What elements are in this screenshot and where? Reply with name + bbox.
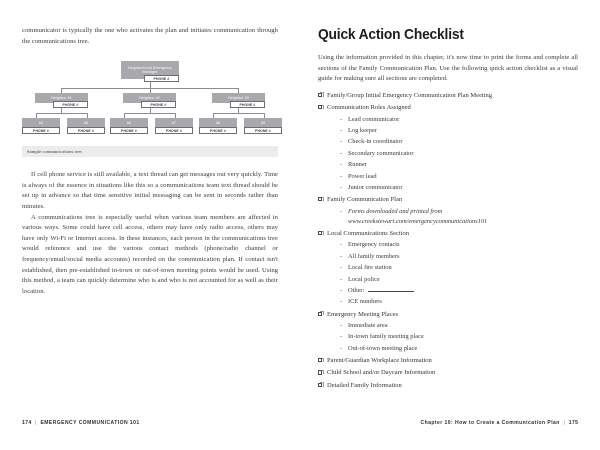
checklist-item-label: Detailed Family Information bbox=[327, 381, 402, 389]
tree-phone-neighbor-3: PHONE # bbox=[230, 101, 265, 108]
sub-item-label: Lead communicator bbox=[348, 115, 400, 123]
book-title-footer: EMERGENCY COMMUNICATION 101 bbox=[40, 420, 140, 426]
footer-separator-right: | bbox=[563, 420, 565, 426]
sub-item-label: Immediate area bbox=[348, 321, 388, 329]
sub-item bbox=[340, 183, 578, 193]
page-number-right: 175 bbox=[568, 420, 578, 426]
tree-node-member-8: #8 bbox=[199, 118, 237, 128]
tree-phone-neighbor-1: PHONE # bbox=[53, 101, 88, 108]
checklist-sublist bbox=[327, 207, 578, 227]
sub-item-label: Secondary communicator bbox=[348, 149, 414, 157]
sub-item bbox=[340, 115, 578, 125]
sub-item bbox=[340, 137, 578, 147]
checklist-sublist bbox=[327, 115, 578, 194]
dash-marker: - bbox=[340, 126, 343, 134]
sub-item bbox=[340, 172, 578, 182]
checklist-item-label: Emergency Meeting Places bbox=[327, 310, 398, 318]
tree-phone-member-6: PHONE # bbox=[110, 127, 148, 134]
dash-marker: - bbox=[340, 344, 343, 352]
tree-phone-member-7: PHONE # bbox=[155, 127, 193, 134]
connector-n3-bus bbox=[213, 113, 264, 114]
sub-item-label: All family members bbox=[348, 252, 400, 260]
page-number-left: 174 bbox=[22, 420, 32, 426]
checklist-item[interactable] bbox=[318, 195, 578, 227]
checklist-sublist bbox=[327, 240, 578, 307]
tree-node-neighbor-2: Neighbor #2 bbox=[123, 93, 176, 103]
dash-marker: - bbox=[340, 138, 343, 146]
checkbox-icon[interactable] bbox=[318, 358, 322, 362]
footer-left bbox=[22, 420, 140, 426]
dash-marker: - bbox=[340, 252, 343, 260]
footer-right bbox=[420, 420, 578, 426]
page-title: Quick Action Checklist bbox=[318, 26, 464, 43]
sub-item bbox=[340, 321, 578, 331]
checklist-item[interactable] bbox=[318, 91, 578, 101]
tree-diagram bbox=[22, 61, 278, 139]
tree-node-member-9: #9 bbox=[244, 118, 282, 128]
sub-item-label: Local fire station bbox=[348, 264, 392, 272]
sub-item-label: Out-of-town meeting place bbox=[348, 344, 418, 352]
dash-marker: - bbox=[340, 207, 343, 215]
checkbox-icon[interactable] bbox=[318, 93, 322, 97]
chapter-title-footer: Chapter 10: How to Create a Communication Plan bbox=[420, 420, 560, 426]
tree-node-neighbor-3: Neighbor #3 bbox=[212, 93, 265, 103]
sub-item-label-url: Forms downloaded and printed from www.creekstewart.com/emergencycommunications101 bbox=[348, 207, 488, 225]
tree-phone-member-9: PHONE # bbox=[244, 127, 282, 134]
dash-marker: - bbox=[340, 241, 343, 249]
tree-node-neighbor-1: Neighbor #1 bbox=[35, 93, 88, 103]
tree-node-member-6: #6 bbox=[110, 118, 148, 128]
checklist-item[interactable] bbox=[318, 368, 578, 378]
tree-node-member-7: #7 bbox=[155, 118, 193, 128]
sub-item-label: Power lead bbox=[348, 172, 377, 180]
quick-action-checklist bbox=[318, 91, 578, 391]
tree-node-root: Neighborhood Emergency Manager bbox=[121, 61, 179, 79]
sub-item bbox=[340, 263, 578, 273]
connector-n2-bus bbox=[124, 113, 175, 114]
checklist-item[interactable] bbox=[318, 381, 578, 391]
dash-marker: - bbox=[340, 275, 343, 283]
checklist-item[interactable] bbox=[318, 103, 578, 193]
dash-marker: - bbox=[340, 333, 343, 341]
sub-item-label: Emergency contacts bbox=[348, 241, 400, 249]
sub-item bbox=[340, 252, 578, 262]
sub-item bbox=[340, 126, 578, 136]
sub-item-other bbox=[340, 286, 578, 296]
dash-marker: - bbox=[340, 172, 343, 180]
sub-item-label: Check-in coordinator bbox=[348, 138, 403, 146]
footer-separator-left: | bbox=[35, 420, 37, 426]
sub-item-label: ICE numbers bbox=[348, 298, 382, 306]
dash-marker: - bbox=[340, 298, 343, 306]
tree-node-member-5: #5 bbox=[67, 118, 105, 128]
sub-item-label: Junior communicator bbox=[348, 183, 403, 191]
sub-item bbox=[340, 160, 578, 170]
checklist-item-label: Communication Roles Assigned bbox=[327, 104, 411, 112]
write-in-blank[interactable] bbox=[368, 286, 414, 292]
tree-phone-member-8: PHONE # bbox=[199, 127, 237, 134]
paragraph-continued: communicator is typically the one who activates the plan and initiates communication through the communications tree. bbox=[22, 27, 278, 45]
sub-item bbox=[340, 275, 578, 285]
sub-item bbox=[340, 149, 578, 159]
sub-item-label: Log keeper bbox=[348, 126, 377, 134]
paragraph-text-thread: If cell phone service is still available, a text thread can get messages out very quickly. Time is always of the essence in situations like this so a communications team text thread should be set up in advance so that time sensitive initial messaging can be sent in seconds rather than minutes. bbox=[22, 171, 278, 210]
dash-marker: - bbox=[340, 321, 343, 329]
checklist-item[interactable] bbox=[318, 310, 578, 354]
checkbox-icon[interactable] bbox=[318, 231, 322, 235]
checkbox-icon[interactable] bbox=[318, 383, 322, 387]
tree-phone-neighbor-2: PHONE # bbox=[141, 101, 176, 108]
tree-phone-member-4: PHONE # bbox=[22, 127, 60, 134]
dash-marker: - bbox=[340, 264, 343, 272]
communications-tree-figure bbox=[22, 61, 278, 157]
sub-item-label: Local police bbox=[348, 275, 380, 283]
dash-marker: - bbox=[340, 149, 343, 157]
right-page bbox=[300, 0, 600, 450]
dash-marker: - bbox=[340, 115, 343, 123]
checklist-sublist bbox=[327, 321, 578, 354]
dash-marker: - bbox=[340, 286, 343, 294]
checkbox-icon[interactable] bbox=[318, 312, 322, 316]
intro-paragraph: Using the information provided in this chapter, it's now time to print the forms and complete all sections of the Family Communication Plan. Use the following quick action checklist as a visual guide for making sure all sections are completed. bbox=[318, 54, 578, 83]
checklist-item[interactable] bbox=[318, 356, 578, 366]
checklist-item-label: Parent/Guardian Workplace Information bbox=[327, 356, 432, 364]
dash-marker: - bbox=[340, 183, 343, 191]
checkbox-icon[interactable] bbox=[318, 105, 322, 109]
figure-caption-bar bbox=[22, 146, 278, 157]
checkbox-icon[interactable] bbox=[318, 370, 322, 374]
checklist-item[interactable] bbox=[318, 229, 578, 308]
dash-marker: - bbox=[340, 161, 343, 169]
checklist-item-label: Family/Group Initial Emergency Communication Plan Meeting bbox=[327, 91, 493, 99]
tree-phone-root: PHONE # bbox=[144, 75, 179, 82]
checklist-item-label: Child School and/or Daycare Information bbox=[327, 369, 436, 377]
sub-item bbox=[340, 207, 578, 227]
sub-item-label: Runner bbox=[348, 161, 367, 169]
paragraph-tree-usefulness: A communications tree is especially useful when various team members are affected in various ways. Some could have cell access, others may have only radio access, others may have only Wi-Fi or Internet access. In these instances, each person in the communications tree would reference and use the various contact methods (phone/radio channel or frequency/email/social media accounts) recorded on the communication plan. If contact isn't established, then pre-established in-town or out-of-town meeting points would be used. Using this method, a team can quickly determine who is and who is not accounted for as well as their location. bbox=[22, 213, 278, 295]
sub-item bbox=[340, 240, 578, 250]
checklist-item-label: Local Communications Section bbox=[327, 229, 409, 237]
connector-n1-bus bbox=[36, 113, 87, 114]
tree-node-member-4: #4 bbox=[22, 118, 60, 128]
tree-phone-member-5: PHONE # bbox=[67, 127, 105, 134]
sub-item bbox=[340, 344, 578, 354]
sub-item bbox=[340, 297, 578, 307]
checklist-item-label: Family Communication Plan bbox=[327, 196, 403, 204]
sub-item bbox=[340, 332, 578, 342]
sub-item-label: In-town family meeting place bbox=[348, 333, 424, 341]
figure-caption: Sample communications tree. bbox=[27, 149, 83, 155]
sub-item-label: Other: bbox=[348, 286, 365, 294]
checkbox-icon[interactable] bbox=[318, 197, 322, 201]
